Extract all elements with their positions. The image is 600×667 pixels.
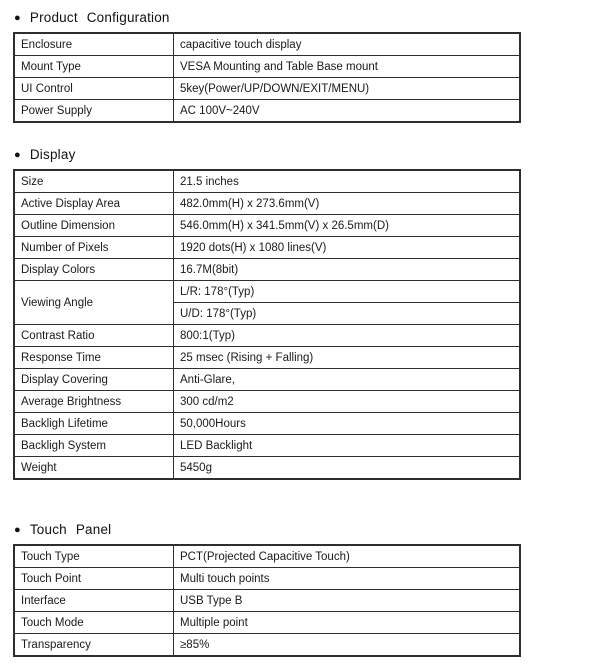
- table-row: [14, 100, 520, 123]
- table-row: [14, 369, 520, 391]
- spec-label: Response Time: [14, 347, 174, 369]
- spec-value: Multi touch points: [174, 568, 521, 590]
- table-row: [14, 568, 520, 590]
- product-configuration-table: [13, 32, 521, 123]
- section-title: Touch Panel: [29, 522, 112, 537]
- table-row: [14, 56, 520, 78]
- spec-value: 25 msec (Rising + Falling): [174, 347, 521, 369]
- display-table: [13, 169, 521, 480]
- table-row: [14, 347, 520, 369]
- spec-label: Touch Type: [14, 545, 174, 568]
- spec-value: U/D: 178°(Typ): [174, 303, 521, 325]
- spec-label: Touch Point: [14, 568, 174, 590]
- spec-label: Transparency: [14, 634, 174, 657]
- spec-value: 800:1(Typ): [174, 325, 521, 347]
- spec-label: Backligh System: [14, 435, 174, 457]
- table-row: [14, 545, 520, 568]
- section-title: Product Configuration: [29, 10, 170, 25]
- table-row: [14, 78, 520, 100]
- spec-value: 16.7M(8bit): [174, 259, 521, 281]
- table-row: [14, 259, 520, 281]
- table-row: [14, 237, 520, 259]
- spec-label: Viewing Angle: [14, 281, 174, 325]
- section-touch-panel: [13, 522, 600, 657]
- table-row: [14, 33, 520, 56]
- table-row: [14, 612, 520, 634]
- table-row-viewing-angle: [14, 281, 520, 303]
- spec-value: 5key(Power/UP/DOWN/EXIT/MENU): [174, 78, 521, 100]
- spec-label: Interface: [14, 590, 174, 612]
- table-row: [14, 634, 520, 657]
- table-row: [14, 413, 520, 435]
- table-row: [14, 457, 520, 480]
- spec-value: VESA Mounting and Table Base mount: [174, 56, 521, 78]
- bullet-icon: ●: [14, 523, 21, 536]
- spec-label: Display Covering: [14, 369, 174, 391]
- section-heading-touch-panel: [14, 522, 600, 538]
- spec-value: 50,000Hours: [174, 413, 521, 435]
- spec-label: Mount Type: [14, 56, 174, 78]
- spec-value: 21.5 inches: [174, 170, 521, 193]
- spec-value: AC 100V~240V: [174, 100, 521, 123]
- spec-value: USB Type B: [174, 590, 521, 612]
- spec-value: 5450g: [174, 457, 521, 480]
- section-product-configuration: [13, 10, 600, 123]
- touch-panel-table: [13, 544, 521, 657]
- spec-label: Contrast Ratio: [14, 325, 174, 347]
- spec-value: 546.0mm(H) x 341.5mm(V) x 26.5mm(D): [174, 215, 521, 237]
- spec-label: Weight: [14, 457, 174, 480]
- table-row: [14, 435, 520, 457]
- bullet-icon: ●: [14, 11, 21, 24]
- spec-value: L/R: 178°(Typ): [174, 281, 521, 303]
- table-row: [14, 193, 520, 215]
- spec-label: UI Control: [14, 78, 174, 100]
- spec-label: Size: [14, 170, 174, 193]
- table-row: [14, 215, 520, 237]
- section-heading-product-configuration: [14, 10, 600, 26]
- spec-value: LED Backlight: [174, 435, 521, 457]
- spec-label: Active Display Area: [14, 193, 174, 215]
- spec-label: Touch Mode: [14, 612, 174, 634]
- table-row: [14, 391, 520, 413]
- table-row: [14, 590, 520, 612]
- spec-label: Outline Dimension: [14, 215, 174, 237]
- table-row: [14, 325, 520, 347]
- spec-value: 300 cd/m2: [174, 391, 521, 413]
- spec-value: PCT(Projected Capacitive Touch): [174, 545, 521, 568]
- spec-value: 482.0mm(H) x 273.6mm(V): [174, 193, 521, 215]
- spec-label: Power Supply: [14, 100, 174, 123]
- spec-label: Backligh Lifetime: [14, 413, 174, 435]
- bullet-icon: ●: [14, 148, 21, 161]
- spec-value: Anti-Glare,: [174, 369, 521, 391]
- section-display: [13, 147, 600, 480]
- spec-value: capacitive touch display: [174, 33, 521, 56]
- spec-value: Multiple point: [174, 612, 521, 634]
- section-title: Display: [29, 147, 76, 162]
- spec-label: Average Brightness: [14, 391, 174, 413]
- spec-label: Number of Pixels: [14, 237, 174, 259]
- spec-label: Enclosure: [14, 33, 174, 56]
- spec-label: Display Colors: [14, 259, 174, 281]
- spec-value: ≥85%: [174, 634, 521, 657]
- section-heading-display: [14, 147, 600, 163]
- spec-value: 1920 dots(H) x 1080 lines(V): [174, 237, 521, 259]
- table-row: [14, 170, 520, 193]
